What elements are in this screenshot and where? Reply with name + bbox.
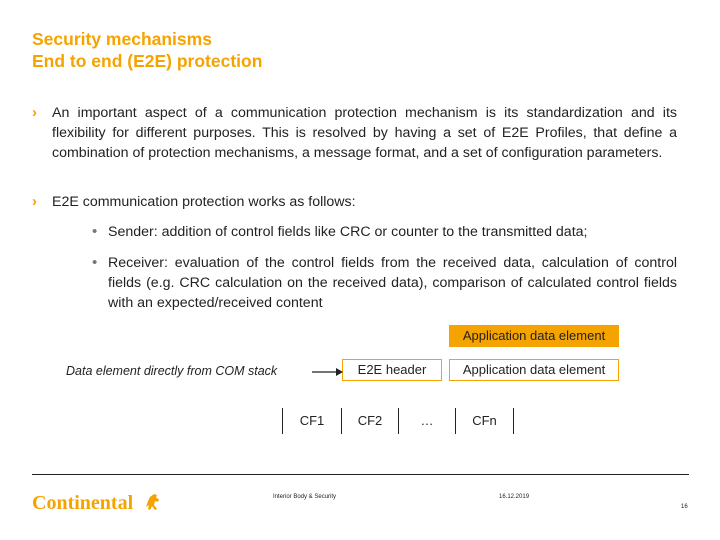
application-data-element-box: Application data element — [449, 359, 619, 381]
cf-ellipsis-cell: … — [420, 413, 434, 428]
slide-title — [32, 28, 262, 72]
bullet-dot-icon: • — [92, 223, 98, 240]
bullet-2 — [32, 192, 677, 212]
bullet-1-text: An important aspect of a communication protection mechanism is its standardization and its flexibility for different purposes. This is resolved by having a set of E2E Profiles, that define a combination of protection mechanisms, a message format, and a set of configuration parameters. — [52, 105, 677, 161]
com-stack-label: Data element directly from COM stack — [66, 364, 278, 378]
footer-department: Interior Body & Security — [273, 494, 337, 500]
e2e-header-box: E2E header — [342, 359, 442, 381]
title-line-1: Security mechanisms — [32, 29, 212, 49]
sub-bullet-2 — [92, 253, 677, 313]
cf1-cell: CF1 — [299, 413, 325, 428]
footer-date: 16.12.2019 — [499, 494, 530, 500]
application-data-element-header: Application data element — [449, 325, 619, 347]
cf2-cell: CF2 — [357, 413, 383, 428]
sub-bullet-1 — [92, 222, 677, 242]
continental-logo — [32, 487, 162, 517]
title-line-2: End to end (E2E) protection — [32, 51, 263, 71]
footer-page-number: 16 — [681, 504, 688, 510]
sub-bullet-2-text: Receiver: evaluation of the control fields from the received data, calculation of control fields (e.g. CRC calculation on the received data), comparison of calculated control fields with an expected/received content — [108, 255, 677, 311]
bullet-2-text: E2E communication protection works as follows: — [52, 194, 356, 210]
cfn-cell: CFn — [472, 413, 497, 428]
bullet-dot-icon: • — [92, 254, 98, 271]
footer-divider — [32, 474, 689, 475]
sub-bullet-1-text: Sender: addition of control fields like CRC or counter to the transmitted data; — [108, 224, 588, 240]
bullet-1 — [32, 103, 677, 163]
cf-divider — [513, 408, 514, 434]
arrow-right-icon — [312, 366, 344, 378]
chevron-right-icon: › — [32, 104, 37, 121]
logo-wordmark: Continental — [32, 492, 134, 514]
chevron-right-icon: › — [32, 193, 37, 210]
horse-icon — [146, 494, 159, 510]
